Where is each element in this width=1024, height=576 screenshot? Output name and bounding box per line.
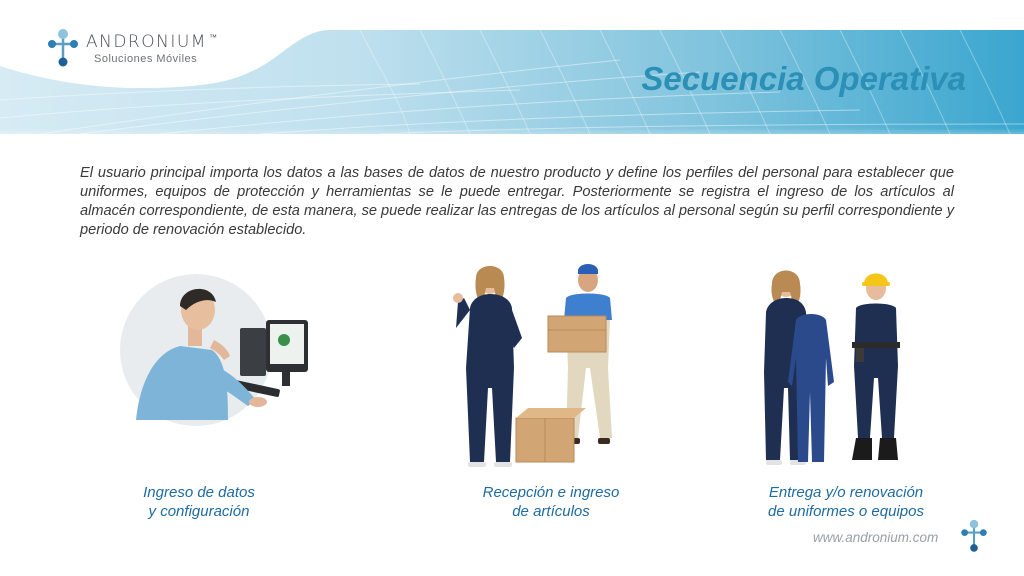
intro-paragraph: El usuario principal importa los datos a las bases de datos de nuestro producto y define los perfiles del personal para establecer que uniformes, equipos de protección y herramientas se le puede entregar. Posteriormente se registra el ingreso de los artículos al almacén correspondiente, de esta manera, se puede realizar las entregas de los artículos al personal según su perfil correspondiente y periodo de renovación establecido. — [80, 165, 954, 238]
delivery-illustration — [752, 262, 902, 468]
caption-line: Entrega y/o renovación — [768, 484, 924, 501]
andronium-molecule-icon — [960, 519, 988, 553]
brand-logo — [48, 28, 268, 70]
header-banner — [0, 0, 1024, 136]
andronium-molecule-icon — [48, 28, 78, 68]
receiving-illustration — [448, 258, 628, 470]
brand-name: ANDRONIUM ™ — [86, 32, 217, 52]
step-caption-data-entry — [79, 483, 319, 521]
caption-line: de uniformes o equipos — [768, 503, 924, 520]
brand-tagline: Soluciones Móviles — [94, 53, 198, 65]
data-entry-illustration — [116, 270, 316, 440]
step-caption-delivery — [726, 483, 966, 521]
caption-line: y configuración — [148, 503, 250, 520]
caption-line: de artículos — [512, 503, 590, 520]
website-url: www.andronium.com — [813, 530, 939, 545]
caption-line: Ingreso de datos — [143, 484, 255, 501]
caption-line: Recepción e ingreso — [482, 484, 620, 501]
slide-title: Secuencia Operativa — [641, 60, 966, 97]
step-caption-receiving — [431, 483, 671, 521]
